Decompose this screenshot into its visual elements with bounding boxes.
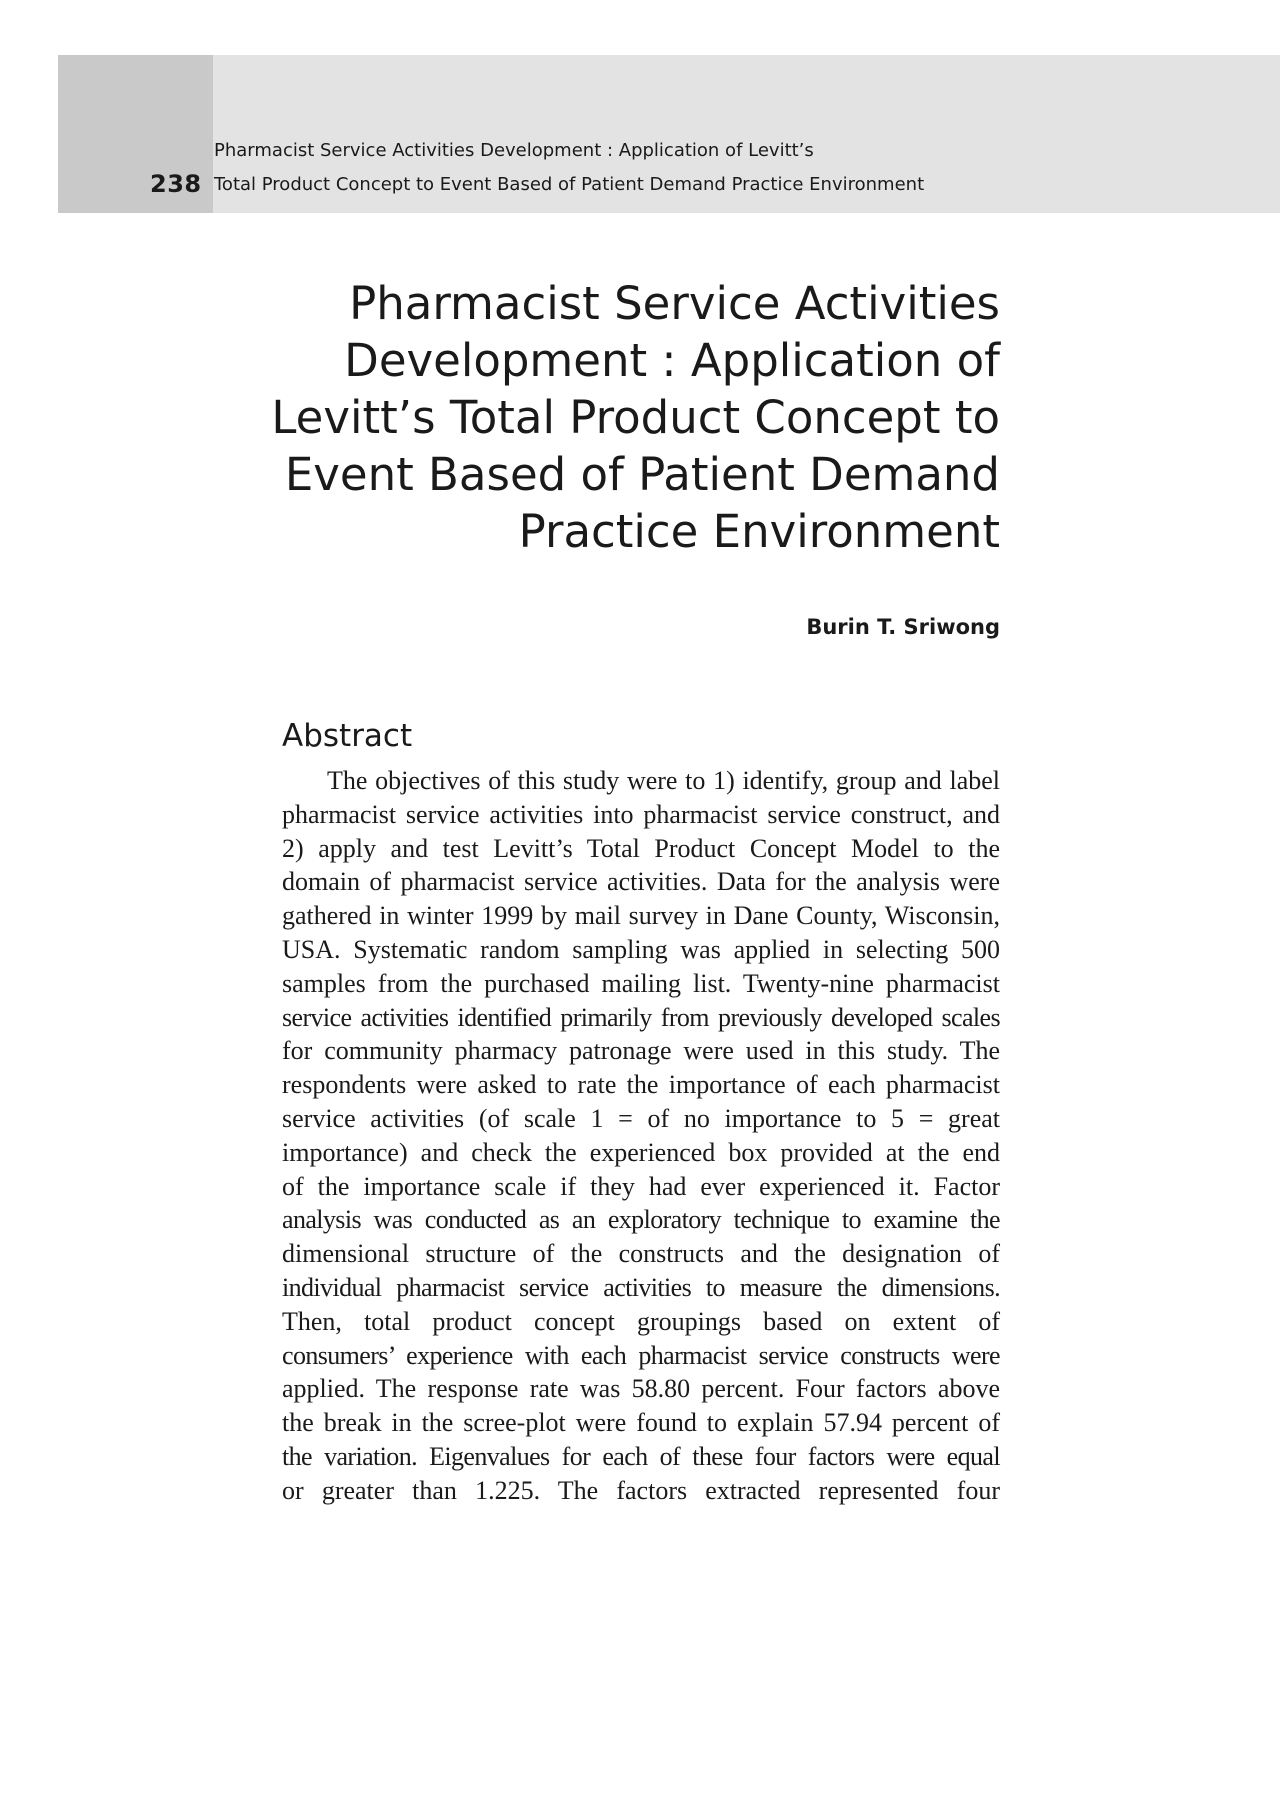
abstract-line: service activities (of scale 1 = of no importance to 5 = great	[282, 1103, 1000, 1133]
abstract-line: dimensional structure of the constructs and the designation of	[282, 1239, 1000, 1269]
abstract-line: USA. Systematic random sampling was applied in selecting 500	[282, 934, 1000, 964]
page-number: 238	[150, 170, 202, 198]
abstract-line: domain of pharmacist service activities. Data for the analysis were	[282, 867, 1000, 897]
abstract-line: pharmacist service activities into pharmacist service construct, and	[282, 799, 1000, 829]
abstract-line: respondents were asked to rate the importance of each pharmacist	[282, 1070, 1000, 1100]
article-title	[240, 275, 1000, 560]
abstract-line: for community pharmacy patronage were used in this study. The	[282, 1036, 1000, 1066]
author-name: Burin T. Sriwong	[806, 615, 1000, 639]
title-line: Pharmacist Service Activities	[349, 277, 1000, 330]
abstract-line: of the importance scale if they had ever experienced it. Factor	[282, 1171, 1000, 1201]
abstract-line: The objectives of this study were to 1) identify, group and label	[327, 766, 1000, 795]
abstract-line: analysis was conducted as an exploratory technique to examine the	[282, 1205, 1000, 1235]
abstract-line: the break in the scree-plot were found to explain 57.94 percent of	[282, 1408, 1000, 1438]
abstract-line: the variation. Eigenvalues for each of these four factors were equal	[282, 1441, 1000, 1471]
abstract-line: or greater than 1.225. The factors extracted represented four	[282, 1475, 1000, 1505]
abstract-heading: Abstract	[282, 718, 413, 754]
title-line: Practice Environment	[518, 505, 1000, 558]
abstract-line: importance) and check the experienced box provided at the end	[282, 1137, 1000, 1167]
abstract-body	[282, 764, 1000, 1508]
title-line: Development : Application of	[344, 334, 1000, 387]
running-head-line-2: Total Product Concept to Event Based of Patient Demand Practice Environment	[214, 174, 925, 195]
abstract-line: service activities identified primarily from previously developed scales	[282, 1002, 1000, 1032]
abstract-line: individual pharmacist service activities to measure the dimensions.	[282, 1272, 1000, 1302]
abstract-line: Then, total product concept groupings based on extent of	[282, 1306, 1000, 1336]
abstract-line: 2) apply and test Levitt’s Total Product Concept Model to the	[282, 833, 1000, 863]
abstract-line: consumers’ experience with each pharmacist service constructs were	[282, 1340, 1000, 1370]
abstract-line: applied. The response rate was 58.80 percent. Four factors above	[282, 1374, 1000, 1404]
running-head-line-1: Pharmacist Service Activities Development : Application of Levitt’s	[214, 140, 814, 161]
title-line: Event Based of Patient Demand	[284, 448, 1000, 501]
title-line: Levitt’s Total Product Concept to	[271, 391, 1000, 444]
abstract-line: gathered in winter 1999 by mail survey in Dane County, Wisconsin,	[282, 901, 1000, 931]
abstract-line: samples from the purchased mailing list. Twenty-nine pharmacist	[282, 968, 1000, 998]
